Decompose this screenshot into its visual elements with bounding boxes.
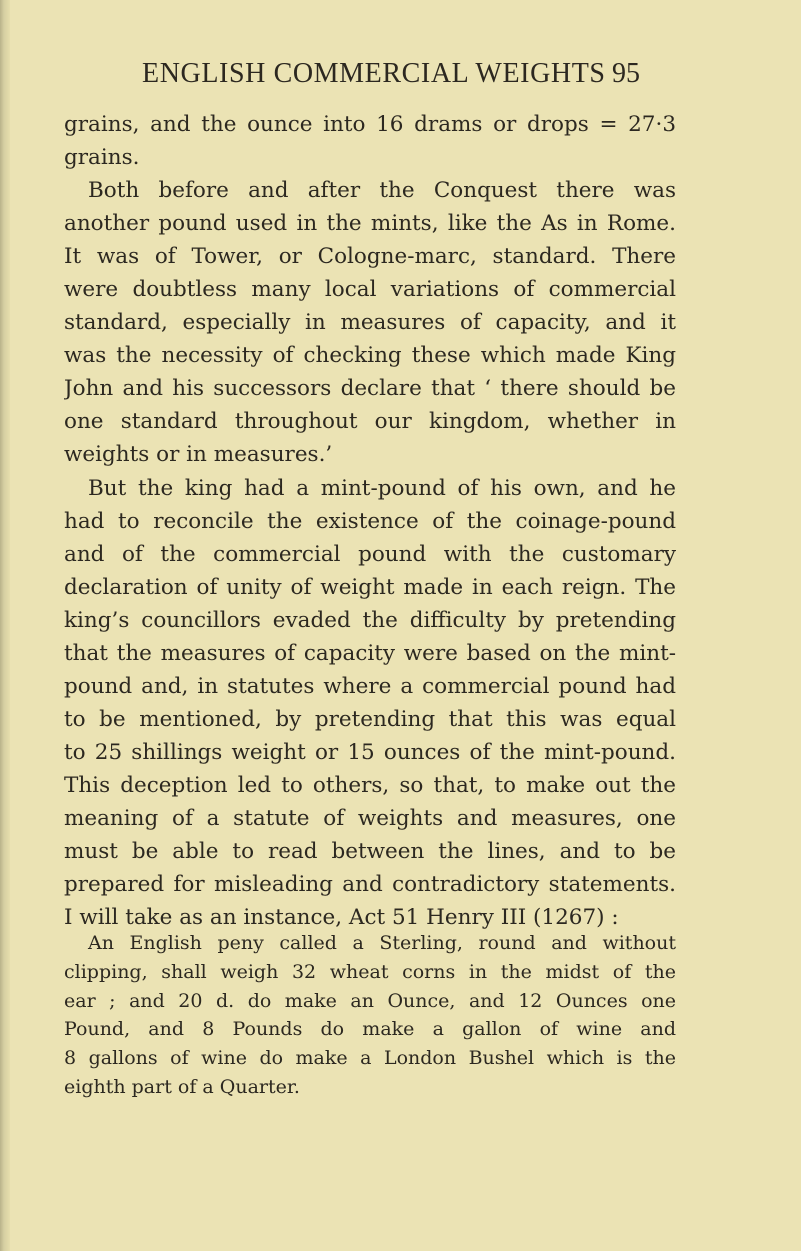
quoted-statute — [64, 929, 676, 1102]
page-header — [0, 58, 801, 98]
text-line: Both before and after the Conquest there was — [88, 178, 676, 204]
text-line: and of the commercial pound with the customary — [64, 541, 676, 567]
quote-line: ear ; and 20 d. do make an Ounce, and 12 Ounces one — [64, 989, 676, 1012]
text-line: prepared for misleading and contradictory statements. — [64, 872, 676, 898]
text-line: pound and, in statutes where a commercial pound had — [64, 673, 676, 699]
quote-line: eighth part of a Quarter. — [64, 1075, 300, 1098]
text-line: had to reconcile the existence of the coinage-pound — [64, 508, 676, 534]
page-binding-edge — [0, 0, 10, 1251]
text-line: to be mentioned, by pretending that this was equal — [64, 706, 676, 732]
text-line: king’s councillors evaded the difficulty by pretending — [64, 607, 676, 633]
text-line: must be able to read between the lines, and to be — [64, 839, 676, 865]
quote-line: clipping, shall weigh 32 wheat corns in the midst of the — [64, 960, 676, 983]
text-line: grains, and the ounce into 16 drams or drops = 27·3 — [64, 112, 676, 137]
text-line: But the king had a mint-pound of his own, and he — [88, 475, 676, 501]
text-line: John and his successors declare that ‘ there should be — [64, 376, 676, 402]
text-line: that the measures of capacity were based on the mint- — [64, 640, 676, 666]
text-line: It was of Tower, or Cologne-marc, standard. There — [64, 244, 676, 270]
quote-line: An English peny called a Sterling, round and without — [88, 932, 676, 954]
running-title: ENGLISH COMMERCIAL WEIGHTS — [142, 58, 606, 89]
text-line: to 25 shillings weight or 15 ounces of the mint-pound. — [64, 739, 676, 765]
text-line: another pound used in the mints, like the As in Rome. — [64, 211, 676, 237]
page-number: 95 — [612, 58, 640, 89]
text-line: declaration of unity of weight made in each reign. The — [64, 574, 676, 600]
text-line: weights or in measures.’ — [64, 442, 333, 468]
text-line: one standard throughout our kingdom, whether in — [64, 409, 676, 435]
text-line: were doubtless many local variations of commercial — [64, 277, 676, 303]
text-line: meaning of a statute of weights and measures, one — [64, 805, 676, 831]
text-line: was the necessity of checking these which made King — [64, 343, 676, 369]
text-line: This deception led to others, so that, to make out the — [64, 772, 676, 798]
quote-line: Pound, and 8 Pounds do make a gallon of wine and — [64, 1018, 676, 1041]
quote-line: 8 gallons of wine do make a London Bushel which is the — [64, 1047, 676, 1070]
text-line: I will take as an instance, Act 51 Henry III (1267) : — [64, 905, 619, 931]
main-text — [64, 108, 676, 934]
text-line: grains. — [64, 145, 140, 171]
text-line: standard, especially in measures of capacity, and it — [64, 310, 676, 336]
